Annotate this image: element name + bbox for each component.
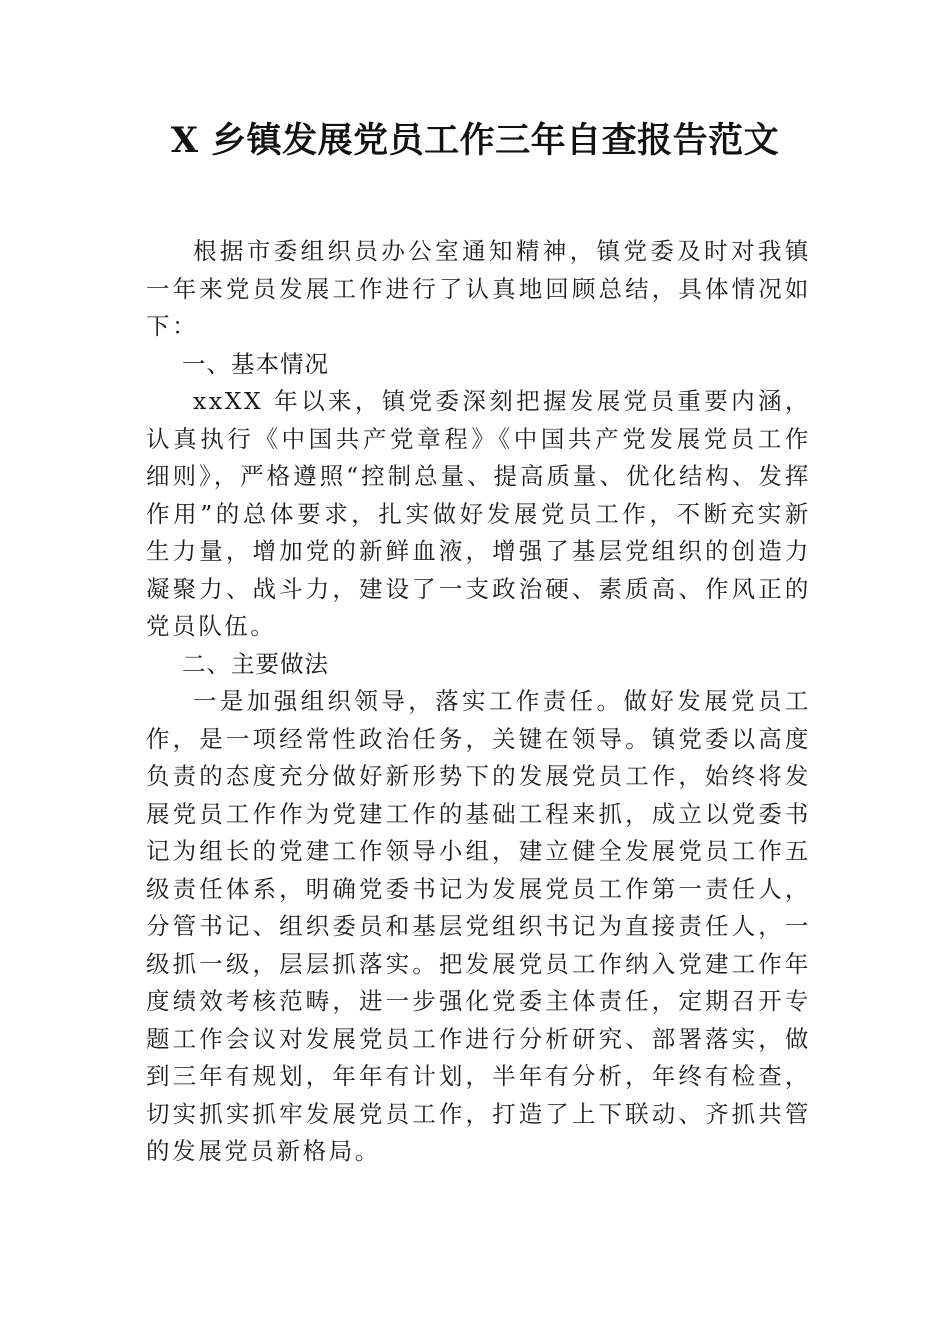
intro-paragraph: 根据市委组织员办公室通知精神，镇党委及时对我镇一年来党员发展工作进行了认真地回顾总结，具体情况如下： bbox=[146, 237, 811, 340]
section-heading-main-practices: 二、主要做法 bbox=[182, 649, 329, 678]
section-paragraph-main-practices: 一是加强组织领导，落实工作责任。做好发展党员工作，是一项经常性政治任务，关键在领导。镇党委以高度负责的态度充分做好新形势下的发展党员工作，始终将发展党员工作作为党建工作的基础工程来抓，成立以党委书记为组长的党建工作领导小组，建立健全发展党员工作五级责任体系，明确党委书记为发展党员工作第一责任人，分管书记、组织委员和基层党组织书记为直接责任人，一级抓一级，层层抓落实。把发展党员工作纳入党建工作年度绩效考核范畴，进一步强化党委主体责任，定期召开专题工作会议对发展党员工作进行分析研究、部署落实，做到三年有规划，年年有计划，半年有分析，年终有检查，切实抓实抓牢发展党员工作，打造了上下联动、齐抓共管的发展党员新格局。 bbox=[146, 687, 811, 1165]
document-body bbox=[146, 233, 811, 1171]
section-paragraph-basic-situation: xxXX 年以来，镇党委深刻把握发展党员重要内涵，认真执行《中国共产党章程》《中国共产党发展党员工作细则》，严格遵照“控制总量、提高质量、优化结构、发挥作用”的总体要求，扎实做好发展党员工作，不断充实新生力量，增加党的新鲜血液，增强了基层党组织的创造力凝聚力、战斗力，建设了一支政治硬、素质高、作风正的党员队伍。 bbox=[146, 387, 811, 640]
document-title: X 乡镇发展党员工作三年自查报告范文 bbox=[170, 120, 780, 161]
section-heading-basic-situation: 一、基本情况 bbox=[182, 349, 329, 378]
